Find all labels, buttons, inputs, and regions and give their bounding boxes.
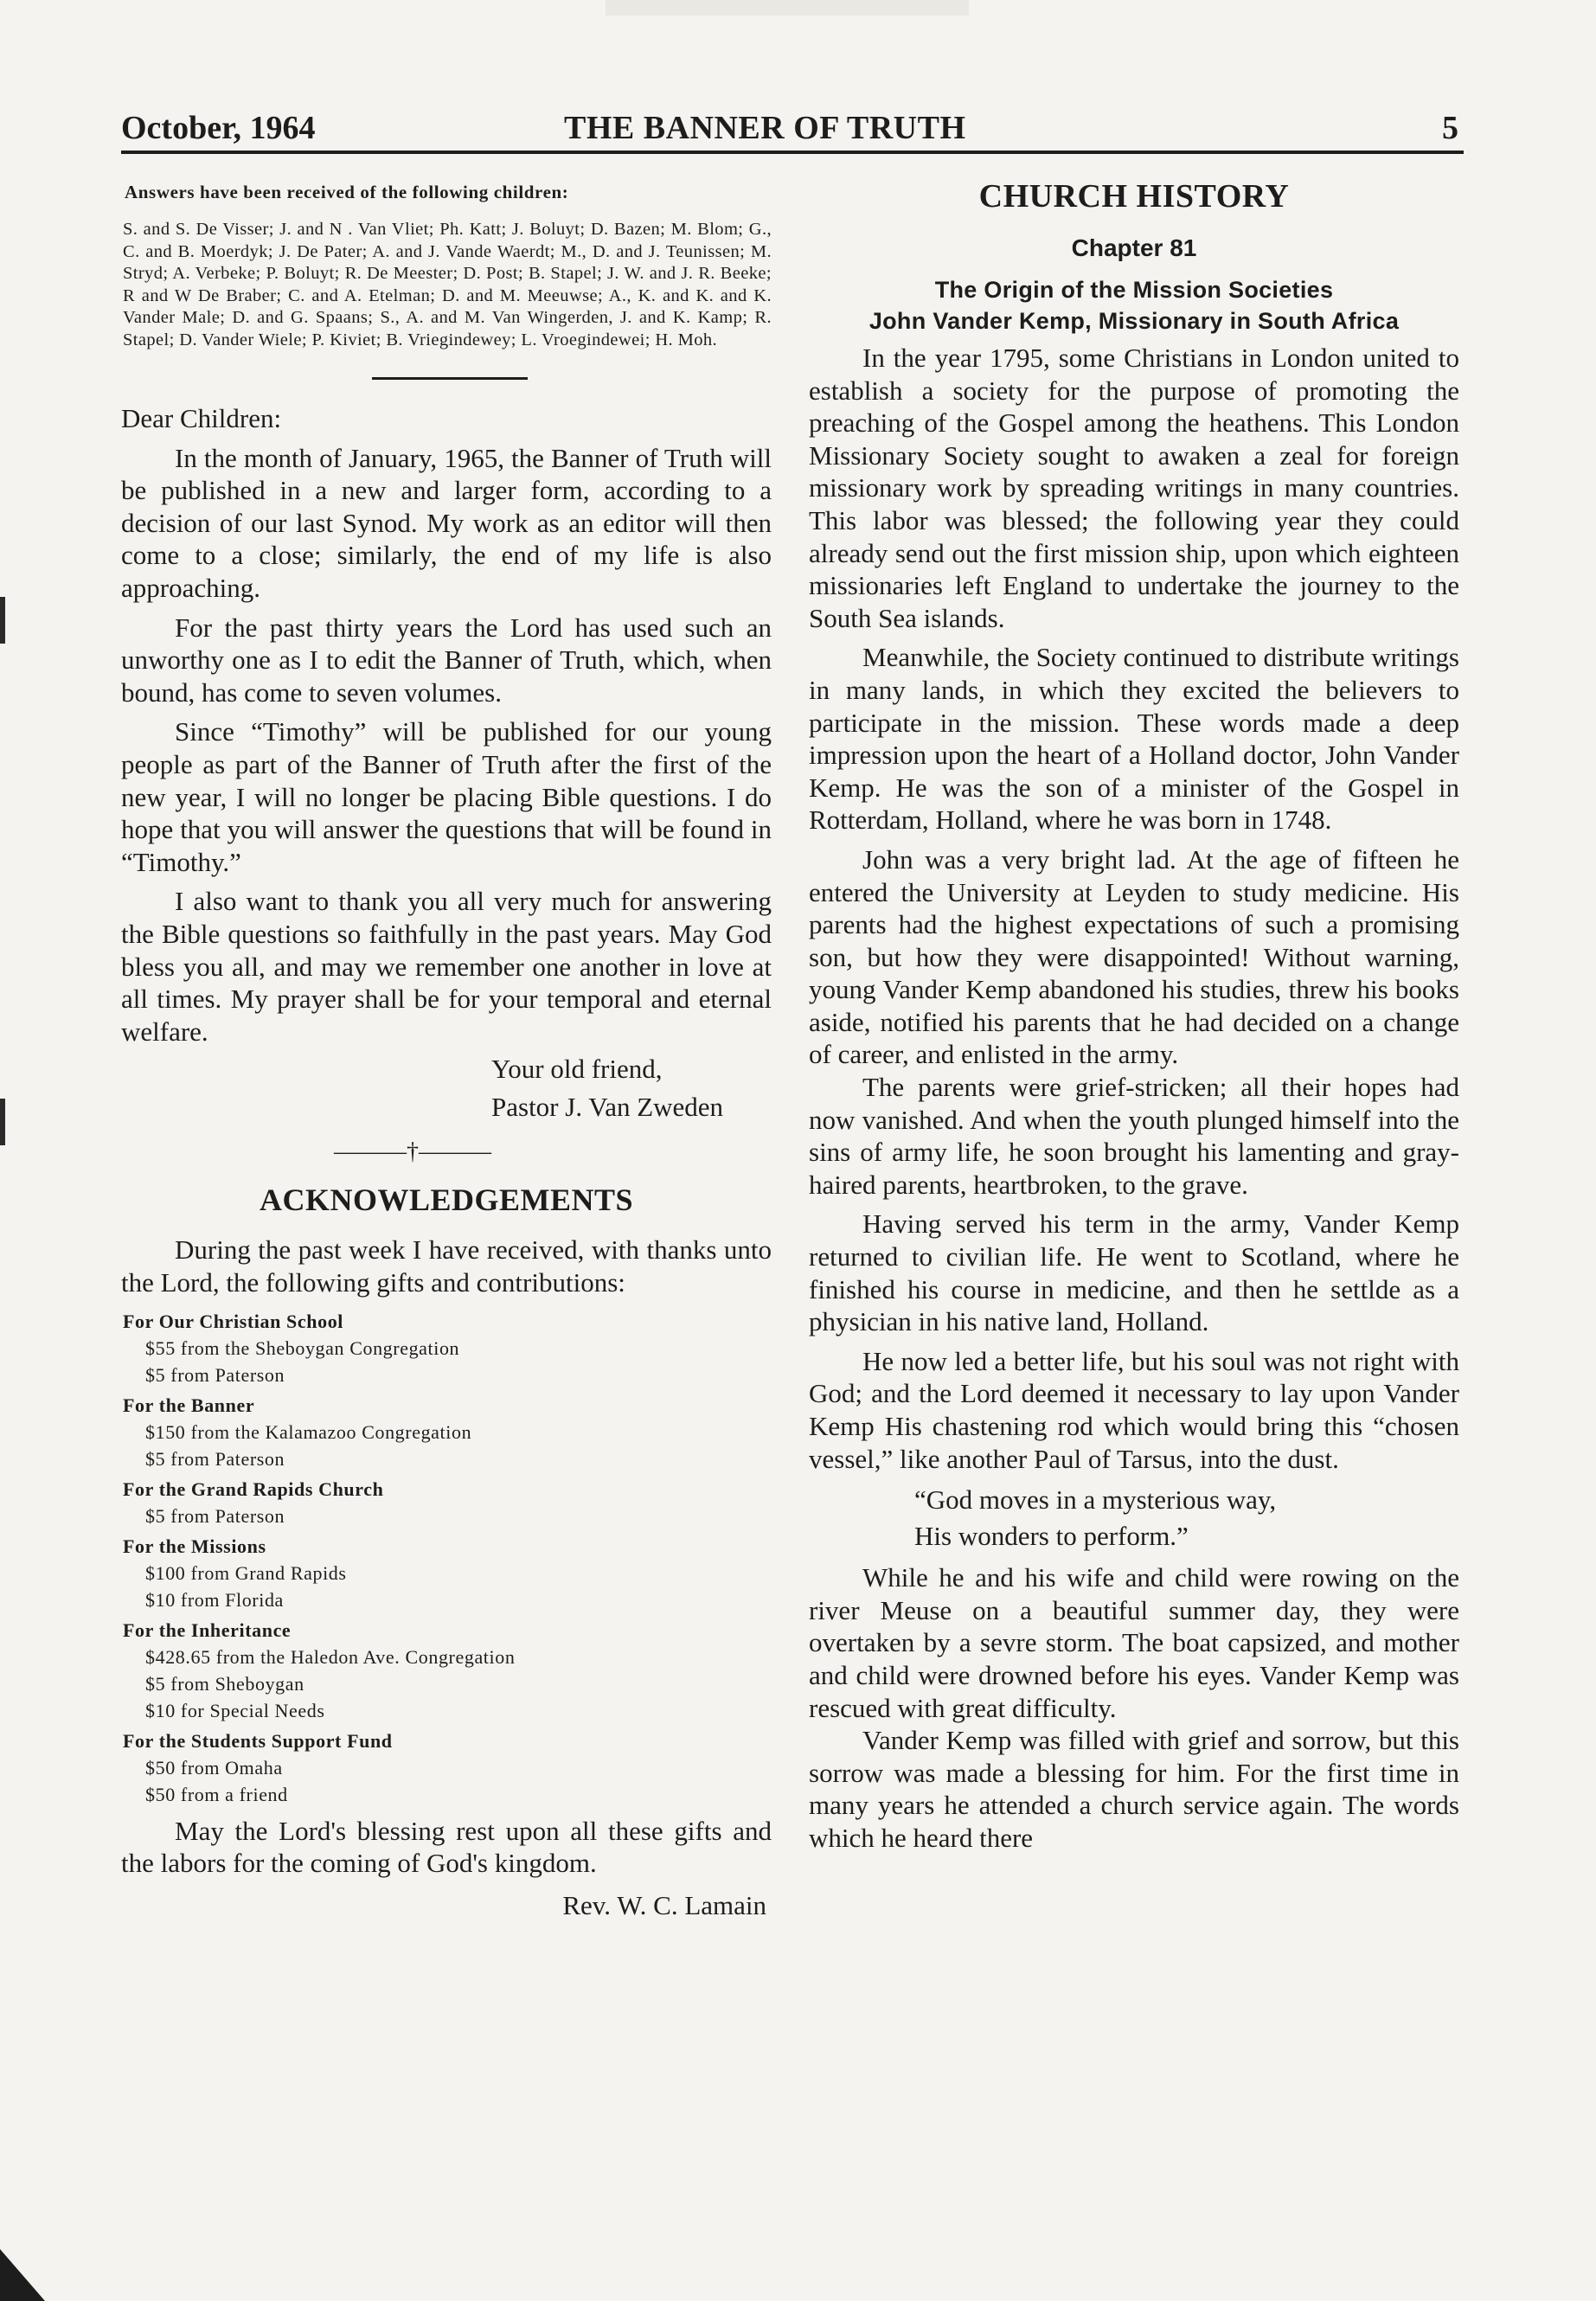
answers-names: S. and S. De Visser; J. and N . Van Vliet; Ph. Katt; J. Boluyt; D. Bazen; M. Blom; G., C. and B. Moerdyk; J. De Pater; A. and J. Vande Waerdt; M., D. and J. Teunissen; M. Stryd; A. Verbeke; P. Boluyt; R. De Meester; D. Post; B. Stapel; J. W. and J. R. Beeke; R and W De Braber; C. and A. Etelman; D. and M. Meeuwse; A., K. and K. and K. Vander Male; D. and G. Spaans; S., A. and M. Van Wingerden, J. and K. Kamp; R. Stapel; D. Vander Wiele; P. Kiviet; B. Vriegindewey; L. Vroegindewei; H. Moh.: [123, 220, 772, 349]
article-paragraph: Having served his term in the army, Vander Kemp returned to civilian life. He went to Scotland, where he finished his course in medicine, and then he settlde as a physician in his native land, Holland.: [809, 1208, 1459, 1337]
gift-group-title: For the Missions: [123, 1535, 266, 1557]
chapter-subtitle: The Origin of the Mission Societies: [934, 277, 1334, 303]
quote-line: His wonders to perform.”: [914, 1521, 1189, 1552]
letter-signature-block: [491, 1053, 772, 1123]
margin-tick: [0, 1099, 5, 1145]
signoff: Your old friend,: [491, 1054, 663, 1085]
gift-group: [123, 1392, 772, 1472]
gift-group: [123, 1727, 772, 1808]
section-divider: [372, 377, 528, 380]
letter-paragraph: I also want to thank you all very much for answering the Bible questions so faithfully in the past years. May God bless you all, and may we remember one another in love at all times. My prayer shall be for your temporal and eternal welfare.: [121, 886, 772, 1047]
article-body: [809, 342, 1459, 1475]
quote-line: “God moves in a mysterious way,: [914, 1484, 1277, 1516]
gift-group-title: For the Students Support Fund: [123, 1729, 393, 1752]
gift-item: $428.65 from the Haledon Ave. Congregation: [145, 1645, 516, 1668]
article-paragraph: The parents were grief-stricken; all their hopes had now vanished. And when the youth plunged himself into the sins of army life, he soon brought his lamenting and gray-haired parents, heartbroken, to the grave.: [809, 1072, 1459, 1200]
letter-paragraph: In the month of January, 1965, the Banner of Truth will be published in a new and larger form, according to a decision of our last Synod. My work as an editor will then come to a close; similarly, the end of my life is also approaching.: [121, 442, 772, 603]
article-body-continued: [809, 1561, 1459, 1854]
gift-item: $55 from the Sheboygan Congregation: [145, 1336, 460, 1359]
article-paragraph: While he and his wife and child were rowing on the river Meuse on a beautiful summer day, they were overtaken by a sevre storm. The boat capsized, and mother and child were drowned before his eyes. Vander Kemp was rescued with great difficulty.: [809, 1562, 1459, 1723]
margin-tick: [0, 597, 5, 644]
gift-item: $50 from a friend: [145, 1783, 288, 1805]
gift-group-title: For Our Christian School: [123, 1310, 344, 1332]
gift-group: [123, 1533, 772, 1613]
acknowledgements-intro: [121, 1234, 772, 1298]
scan-smudge: [606, 0, 969, 16]
gift-group-title: For the Inheritance: [123, 1618, 292, 1641]
gift-item: $5 from Sheboygan: [145, 1672, 304, 1695]
page-header: [121, 106, 1464, 154]
letter-salutation: Dear Children:: [121, 403, 282, 433]
gift-item: $5 from Paterson: [145, 1447, 285, 1470]
article-paragraph: John was a very bright lad. At the age of fifteen he entered the University at Leyden to study medicine. His parents had the highest expectations of such a promising son, but how they were disappointed! Without warning, young Vander Kemp abandoned his studies, threw his books aside, notified his parents that he had decided on a change of career, and enlisted in the army.: [809, 843, 1459, 1070]
gift-group: [123, 1476, 772, 1529]
letter-body: [121, 442, 772, 1048]
gift-group-title: For the Banner: [123, 1394, 255, 1416]
chapter-subtitle: John Vander Kemp, Missionary in South Africa: [869, 308, 1400, 334]
acknowledgements-title: ACKNOWLEDGEMENTS: [259, 1183, 634, 1218]
answers-heading: Answers have been received of the following children:: [125, 182, 569, 202]
cross-divider: ———†———: [334, 1138, 491, 1166]
gift-item: $5 from Paterson: [145, 1504, 285, 1527]
article-paragraph: He now led a better life, but his soul was not right with God; and the Lord deemed it necessary to lay upon Vander Kemp His chastening rod which would bring this “chosen vessel,” like another Paul of Tarsus, into the dust.: [809, 1345, 1459, 1474]
gift-item: $50 from Omaha: [145, 1756, 283, 1779]
closing-body: [121, 1815, 772, 1880]
gift-group-title: For the Grand Rapids Church: [123, 1477, 384, 1500]
section-title: CHURCH HISTORY: [978, 178, 1290, 215]
letter-paragraph: Since “Timothy” will be published for our young people as part of the Banner of Truth after the first of the new year, I will no longer be placing Bible questions. I do hope that you will answer the questions that will be found in “Timothy.”: [121, 716, 772, 877]
gift-item: $10 for Special Needs: [145, 1699, 325, 1721]
poem-quote: [914, 1482, 1459, 1554]
right-column: [809, 177, 1459, 1855]
chapter-number: Chapter 81: [1071, 234, 1197, 261]
article-paragraph: Vander Kemp was filled with grief and sorrow, but this sorrow was made a blessing for him. For the first time in many years he attended a church service again. The words which he heard there: [809, 1725, 1459, 1853]
gift-group: [123, 1308, 772, 1388]
closing-paragraph: May the Lord's blessing rest upon all these gifts and the labors for the coming of God's kingdom.: [121, 1815, 772, 1879]
ack-intro-paragraph: During the past week I have received, with thanks unto the Lord, the following gifts and contributions:: [121, 1234, 772, 1298]
letter-paragraph: For the past thirty years the Lord has used such an unworthy one as I to edit the Banner of Truth, which, when bound, has come to seven volumes.: [121, 612, 772, 708]
article-paragraph: Meanwhile, the Society continued to distribute writings in many lands, in which they excited the believers to participate in the mission. These words made a deep impression upon the heart of a Holland doctor, John Vander Kemp. He was the son of a minister of the Gospel in Rotterdam, Holland, where he was born in 1748.: [809, 642, 1459, 836]
page-number: 5: [1442, 110, 1458, 146]
signature: Pastor J. Van Zweden: [491, 1091, 724, 1122]
gift-group: [123, 1617, 772, 1724]
gift-item: $100 from Grand Rapids: [145, 1561, 347, 1584]
scan-corner-mark: [0, 2249, 45, 2301]
gift-item: $150 from the Kalamazoo Congregation: [145, 1420, 472, 1443]
issue-date: October, 1964: [121, 110, 316, 146]
gift-item: $10 from Florida: [145, 1588, 284, 1611]
gift-list: [123, 1308, 772, 1808]
left-column: [121, 182, 772, 1921]
closing-signature: Rev. W. C. Lamain: [562, 1889, 766, 1920]
publication-title: THE BANNER OF TRUTH: [564, 110, 966, 146]
article-paragraph: In the year 1795, some Christians in London united to establish a society for the purpose of promoting the preaching of the Gospel among the heathens. This London Missionary Society sought to awaken a zeal for foreign missionary work by spreading writings in many countries. This labor was blessed; the following year they could already send out the first mission ship, upon which eighteen missionaries left England to undertake the journey to the South Sea islands.: [809, 343, 1459, 633]
gift-item: $5 from Paterson: [145, 1363, 285, 1386]
